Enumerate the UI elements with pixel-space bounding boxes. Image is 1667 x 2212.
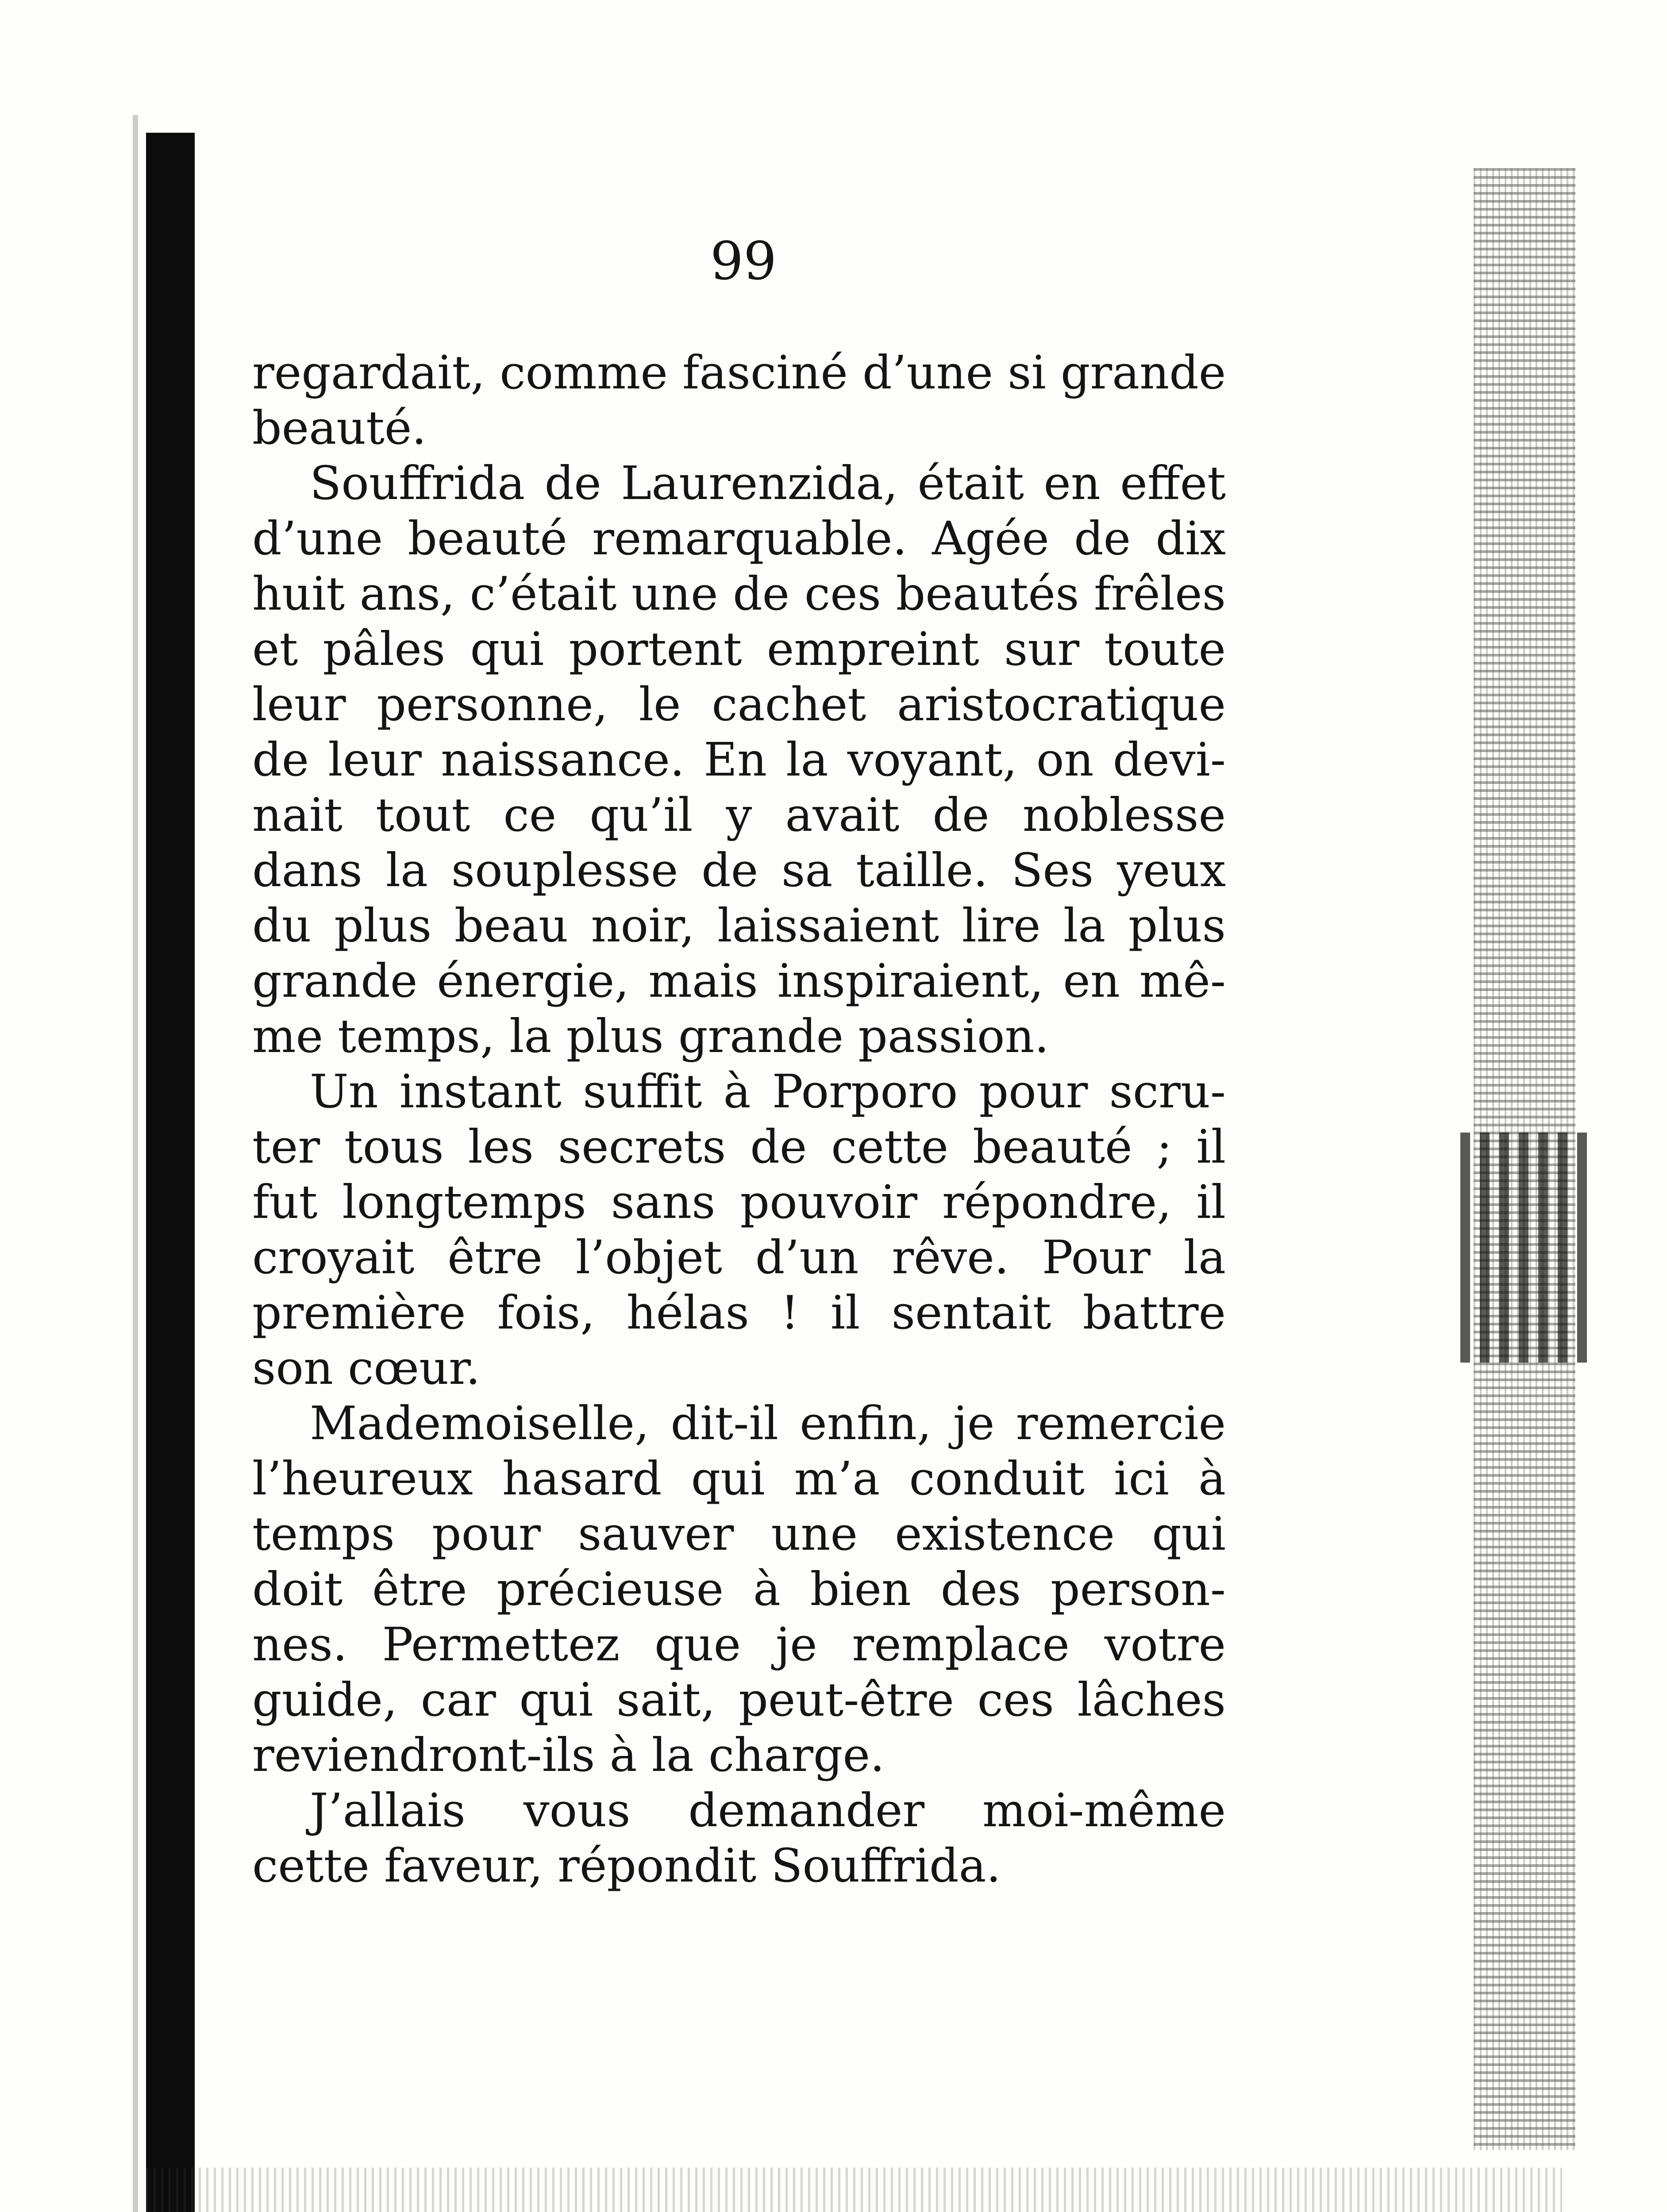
text-line: guide, car qui sait, peut-être ces lâches bbox=[252, 1673, 1226, 1727]
text-line: nes. Permettez que je remplace votre bbox=[252, 1617, 1226, 1671]
binding-shadow bbox=[133, 115, 138, 2212]
text-line: me temps, la plus grande passion. bbox=[252, 1009, 1049, 1063]
text-line: doit être précieuse à bien des person- bbox=[252, 1562, 1226, 1616]
page-number: 99 bbox=[710, 230, 777, 292]
body-text bbox=[252, 345, 1226, 1893]
scan-edge-dark-band bbox=[1460, 1133, 1593, 1363]
text-line: l’heureux hasard qui m’a conduit ici à bbox=[252, 1452, 1226, 1505]
text-line: et pâles qui portent empreint sur toute bbox=[252, 622, 1226, 676]
text-line: dans la souplesse de sa taille. Ses yeux bbox=[252, 843, 1226, 897]
binding-strip bbox=[146, 133, 195, 2212]
text-line: croyait être l’objet d’un rêve. Pour la bbox=[252, 1230, 1226, 1284]
text-line: première fois, hélas ! il sentait battre bbox=[252, 1286, 1226, 1340]
text-line: leur personne, le cachet aristocratique bbox=[252, 677, 1226, 731]
text-line: Mademoiselle, dit-il enfin, je remercie bbox=[310, 1396, 1226, 1450]
text-line: ter tous les secrets de cette beauté ; il bbox=[252, 1120, 1226, 1174]
text-line: grande énergie, mais inspiraient, en mê- bbox=[252, 954, 1226, 1008]
text-line: de leur naissance. En la voyant, on devi- bbox=[252, 733, 1226, 787]
text-line: nait tout ce qu’il y avait de noblesse bbox=[252, 788, 1226, 842]
scan-bottom-noise bbox=[146, 2168, 1562, 2212]
text-line: reviendront-ils à la charge. bbox=[252, 1728, 885, 1782]
text-line: cette faveur, répondit Souffrida. bbox=[252, 1839, 1001, 1893]
text-line: temps pour sauver une existence qui bbox=[252, 1507, 1226, 1561]
text-line: d’une beauté remarquable. Agée de dix bbox=[252, 511, 1226, 565]
text-line: regardait, comme fasciné d’une si grande bbox=[252, 346, 1226, 399]
text-line: du plus beau noir, laissaient lire la plus bbox=[252, 899, 1226, 952]
text-line: fut longtemps sans pouvoir répondre, il bbox=[252, 1175, 1226, 1229]
text-line: son cœur. bbox=[252, 1341, 481, 1395]
text-line: Un instant suffit à Porporo pour scru- bbox=[310, 1064, 1226, 1118]
text-line: J’allais vous demander moi-même bbox=[310, 1783, 1226, 1837]
text-line: Souffrida de Laurenzida, était en effet bbox=[310, 456, 1226, 510]
text-line: beauté. bbox=[252, 401, 427, 455]
text-line: huit ans, c’était une de ces beautés frêles bbox=[252, 567, 1226, 621]
